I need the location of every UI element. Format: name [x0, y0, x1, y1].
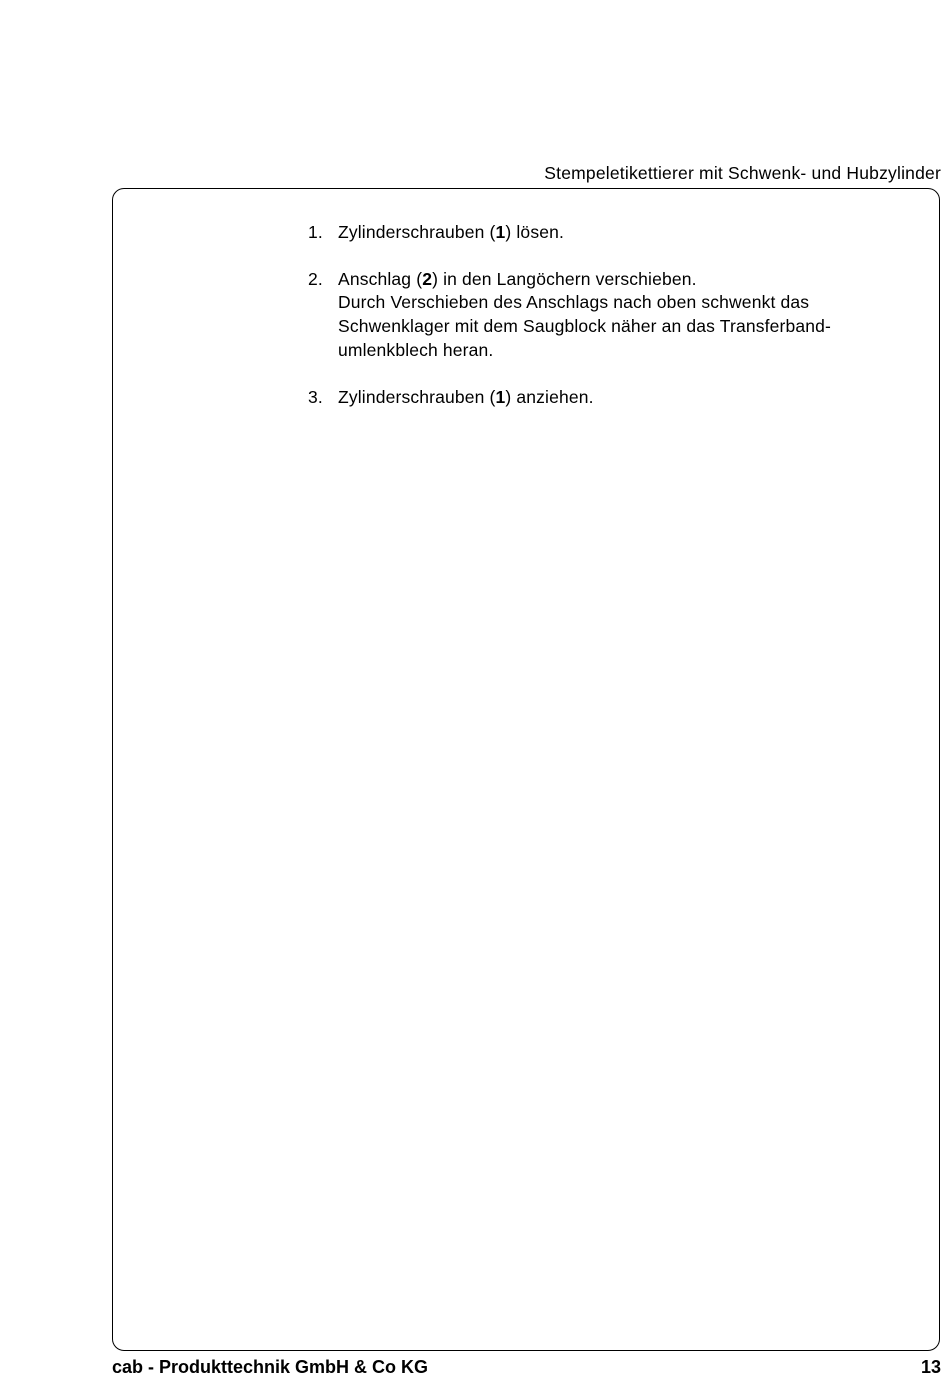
- step-number: 3.: [308, 386, 323, 407]
- reference-number: 2: [422, 268, 433, 289]
- page-header-title: Stempeletikettierer mit Schwenk- und Hubzylinder: [544, 163, 941, 183]
- step-line: Zylinderschrauben (1) anziehen.: [338, 386, 594, 407]
- step-line: umlenkblech heran.: [338, 339, 494, 360]
- reference-number: 1: [495, 386, 506, 407]
- step-line: Durch Verschieben des Anschlags nach oben schwenkt das: [338, 292, 810, 313]
- step-number: 2.: [308, 268, 323, 289]
- reference-number: 1: [495, 222, 506, 242]
- step-item: [308, 268, 908, 363]
- step-line: Zylinderschrauben (1) lösen.: [338, 222, 564, 242]
- step-line: Anschlag (2) in den Langöchern verschieben.: [338, 268, 697, 289]
- step-item: [308, 386, 908, 410]
- instruction-steps: [308, 221, 908, 432]
- step-line: Schwenklager mit dem Saugblock näher an das Transferband-: [338, 316, 831, 337]
- footer-page-number: 13: [920, 1357, 941, 1377]
- step-number: 1.: [308, 222, 323, 242]
- footer-company-name: cab - Produkttechnik GmbH & Co KG: [112, 1357, 429, 1377]
- step-item: [308, 221, 908, 245]
